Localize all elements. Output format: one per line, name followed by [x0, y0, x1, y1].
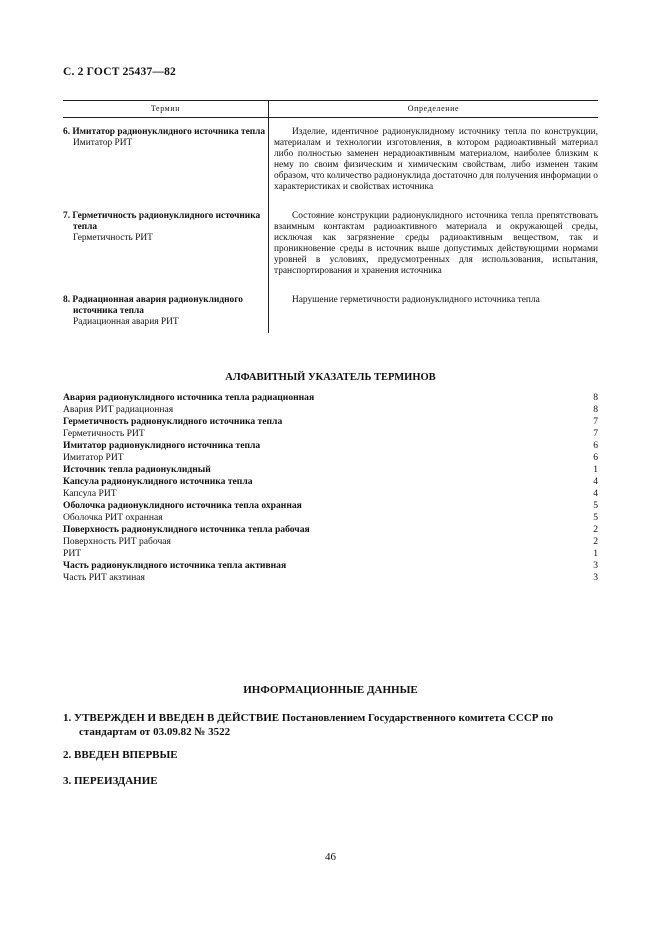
index-entry — [63, 416, 598, 428]
index-entry-number: 2 — [593, 524, 598, 535]
index-entry — [63, 500, 598, 512]
index-entry-number: 5 — [593, 512, 598, 523]
index-entry-text: Имитатор РИТ — [63, 452, 124, 463]
info-title: ИНФОРМАЦИОННЫЕ ДАННЫЕ — [243, 684, 418, 696]
info-item-approved — [63, 711, 603, 739]
index-entry-text: Герметичность радионуклидного источника тепла — [63, 416, 283, 427]
table-row-definition-8: Нарушение герметичности радионуклидного источника тепла — [292, 295, 540, 305]
column-header-definition: Определение — [407, 104, 460, 113]
term-number: 7. — [63, 211, 71, 221]
index-entry-number: 1 — [593, 548, 598, 559]
index-entry-text: Поверхность РИТ рабочая — [63, 536, 171, 547]
index-title: АЛФАВИТНЫЙ УКАЗАТЕЛЬ ТЕРМИНОВ — [225, 372, 436, 383]
index-entry — [63, 536, 598, 548]
index-entry — [63, 572, 598, 584]
index-entry — [63, 464, 598, 476]
index-entry-text: Капсула радионуклидного источника тепла — [63, 476, 253, 487]
index-entry-text: Поверхность радионуклидного источника тепла рабочая — [63, 524, 310, 535]
page-number: 46 — [325, 851, 336, 863]
index-entry-number: 3 — [593, 572, 598, 583]
index-entry — [63, 392, 598, 404]
term-abbreviation: Имитатор РИТ — [73, 138, 133, 148]
table-row-term-8 — [63, 295, 268, 328]
index-entry-text: Часть РИТ акзтиная — [63, 572, 145, 583]
index-entry — [63, 560, 598, 572]
index-entry-number: 2 — [593, 536, 598, 547]
index-entry — [63, 488, 598, 500]
table-row-definition-6: Изделие, идентичное радионуклидному источнику тепла по конструкции, материалам и технологии изготовления, в котором радиоактивный материал либо полностью заменен нерадиоактивным материалом, наиболее близким к нему по своим физическим и химическим свойствам, либо изменен таким образом, что количество радионуклида достаточно для получения информации о характеристиках и свойствах источника — [274, 127, 598, 192]
index-entry-text: Авария РИТ радиационная — [63, 404, 174, 415]
index-entry — [63, 440, 598, 452]
index-entry-text: Герметичность РИТ — [63, 428, 145, 439]
term-title: Имитатор радионуклидного источника тепла — [72, 127, 266, 137]
term-abbreviation: Радиационная авария РИТ — [73, 317, 179, 327]
index-entry — [63, 428, 598, 440]
index-entry — [63, 476, 598, 488]
index-entry-number: 4 — [593, 476, 598, 487]
index-entry-number: 7 — [593, 428, 598, 439]
term-title: Герметичность радионуклидного источника тепла — [72, 211, 261, 232]
term-number: 6. — [63, 127, 71, 137]
info-item-first-introduced: 2. ВВЕДЕН ВПЕРВЫЕ — [63, 749, 178, 761]
table-row-term-7 — [63, 211, 268, 244]
index-entry-number: 7 — [593, 416, 598, 427]
index-entry-number: 4 — [593, 488, 598, 499]
index-entry-number: 8 — [593, 404, 598, 415]
index-entry-number: 5 — [593, 500, 598, 511]
info-item-approved-line2: стандартам от 03.09.82 № 3522 — [79, 726, 231, 738]
index-list — [63, 392, 598, 584]
column-header-term: Термин — [150, 104, 181, 113]
info-item-approved-line1: 1. УТВЕРЖДЕН И ВВЕДЕН В ДЕЙСТВИЕ Постановлением Государственного комитета СССР по — [63, 712, 554, 724]
index-entry-text: Оболочка радионуклидного источника тепла охранная — [63, 500, 302, 511]
term-abbreviation: Герметичность РИТ — [73, 233, 153, 243]
index-entry-number: 3 — [593, 560, 598, 571]
index-entry-number: 6 — [593, 440, 598, 451]
index-entry-text: Авария радионуклидного источника тепла радиационная — [63, 392, 315, 403]
term-title: Радиационная авария радионуклидного источника тепла — [72, 295, 243, 316]
index-entry — [63, 548, 598, 560]
index-entry — [63, 452, 598, 464]
index-entry-number: 8 — [593, 392, 598, 403]
index-entry — [63, 512, 598, 524]
table-column-divider — [268, 100, 269, 333]
index-entry-number: 6 — [593, 452, 598, 463]
index-entry-text: Оболочка РИТ охранная — [63, 512, 163, 523]
page-header: С. 2 ГОСТ 25437—82 — [63, 66, 176, 78]
index-entry-text: Источник тепла радионуклидный — [63, 464, 211, 475]
index-entry — [63, 404, 598, 416]
index-entry-text: Имитатор радионуклидного источника тепла — [63, 440, 261, 451]
index-entry-text: Капсула РИТ — [63, 488, 117, 499]
index-entry-text: РИТ — [63, 548, 82, 559]
index-entry-number: 1 — [593, 464, 598, 475]
table-row-definition-7: Состояние конструкции радионуклидного источника тепла препятствовать взаимным контактам радиоактивного материала и окружающей среды, исключая как загрязнение среды радиоактивным веществом, так и проникновение среды в источник выше допустимых действующими нормами уровней в условиях, предусмотренных для использования, испытания, транспортирования и хранения источника — [274, 211, 598, 276]
info-item-reissue: 3. ПЕРЕИЗДАНИЕ — [63, 775, 158, 787]
table-header-rule — [63, 117, 598, 118]
term-number: 8. — [63, 295, 71, 305]
index-entry-text: Часть радионуклидного источника тепла активная — [63, 560, 287, 571]
table-row-term-6 — [63, 127, 268, 149]
index-entry — [63, 524, 598, 536]
table-top-rule — [63, 100, 598, 101]
